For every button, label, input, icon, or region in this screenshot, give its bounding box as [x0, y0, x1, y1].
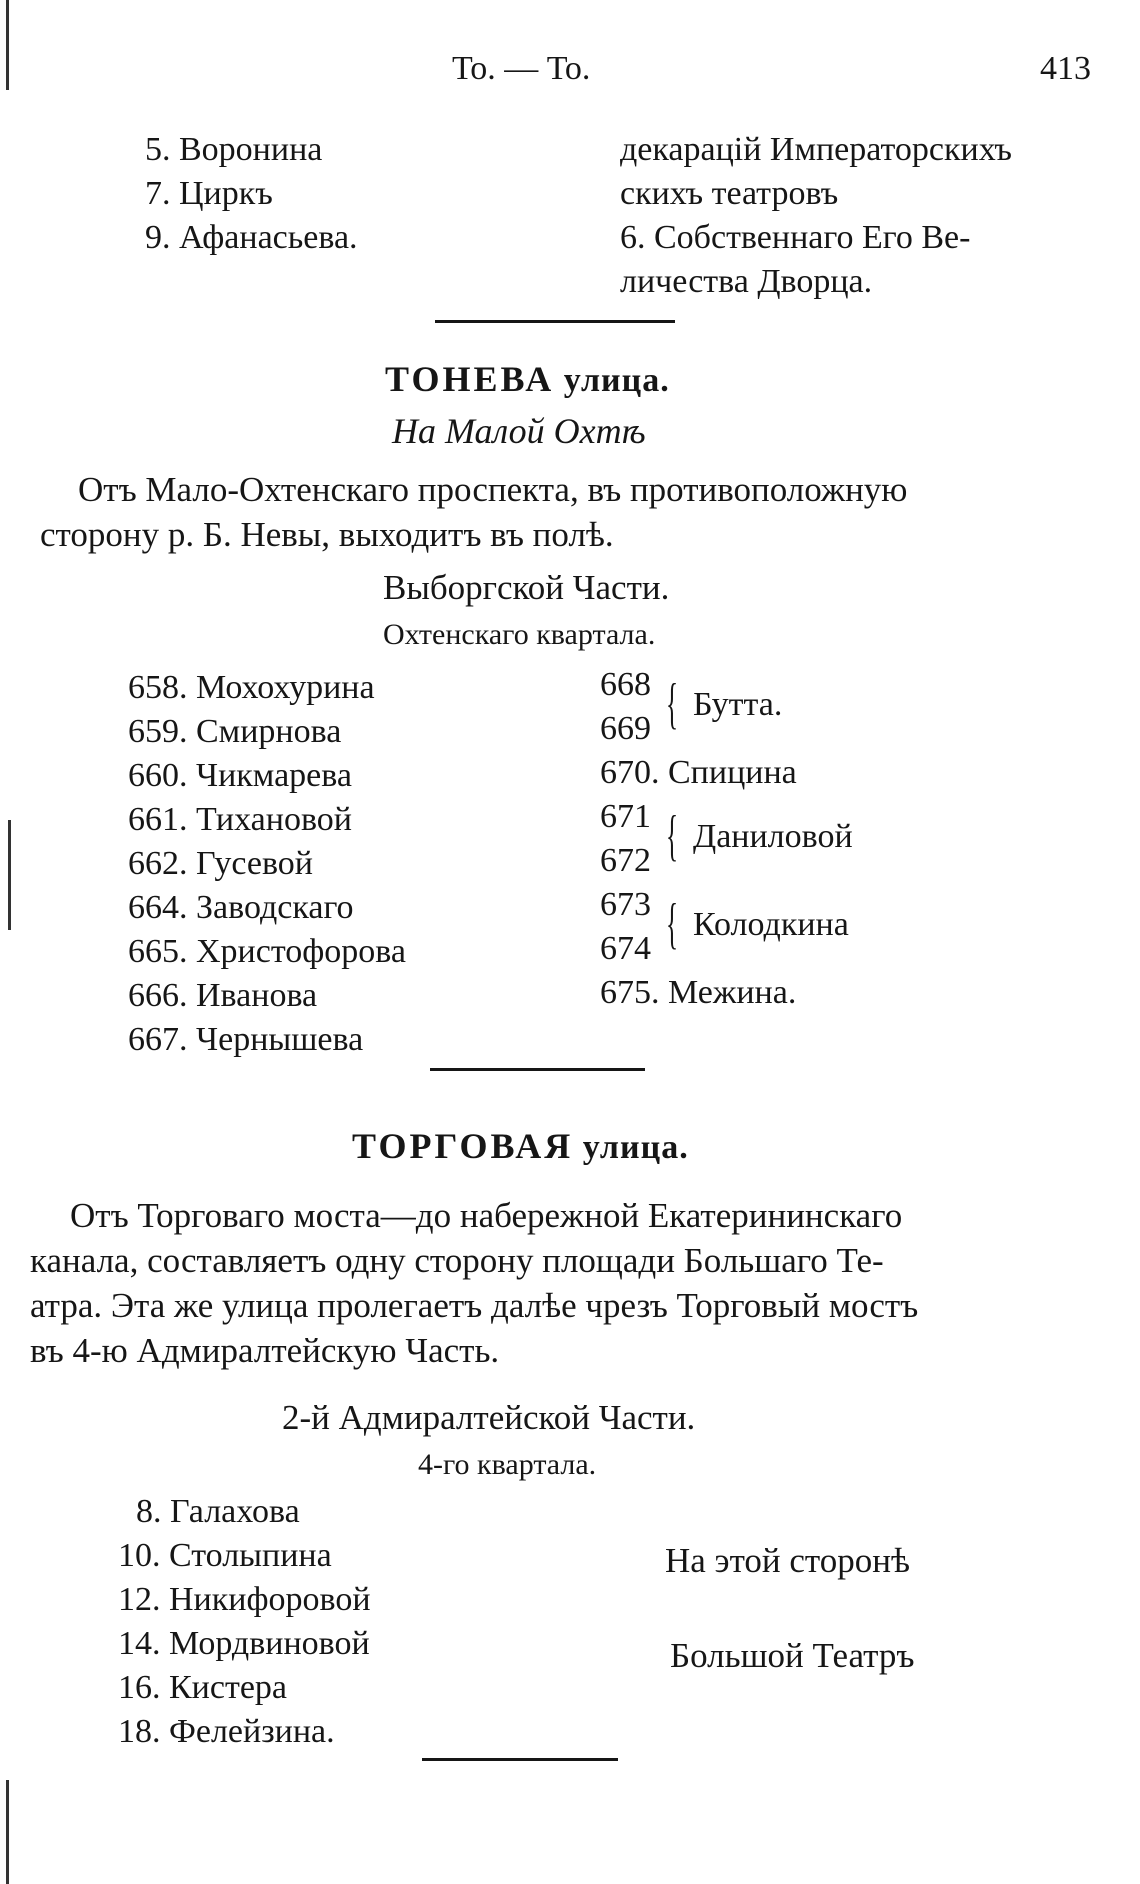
- description-line: канала, составляетъ одну сторону площади Большаго Те-: [30, 1241, 884, 1280]
- house-number: 675.: [600, 974, 660, 1011]
- list-item: 664. Заводскаго: [128, 889, 354, 926]
- scan-edge-mark: [8, 820, 11, 930]
- list-item: 14. Мордвиновой: [118, 1625, 370, 1662]
- description-line: атра. Эта же улица пролегаетъ далѣе чрезъ Торговый мостъ: [30, 1286, 919, 1325]
- list-item: 10. Столыпина: [118, 1537, 332, 1574]
- list-item: 16. Кистера: [118, 1669, 288, 1706]
- street-title-rest: улица.: [563, 362, 670, 399]
- owner-name: Межина.: [668, 974, 797, 1011]
- street-title-caps: ТОРГОВАЯ: [352, 1126, 574, 1166]
- list-item: 9. Афанасьева.: [145, 219, 358, 256]
- scan-edge-mark: [6, 1780, 9, 1884]
- continued-left-list: [145, 128, 358, 260]
- list-item: [600, 974, 796, 1012]
- list-item: 658. Мохохурина: [128, 669, 375, 706]
- owner-name: Спицина: [668, 754, 797, 791]
- owner-name: Бутта.: [693, 686, 783, 723]
- house-number: 671: [600, 798, 651, 835]
- street-title-rest: улица.: [582, 1129, 689, 1166]
- brace-glyph: {: [666, 805, 679, 867]
- side-note: На этой сторонѣ: [665, 1541, 910, 1580]
- street-title: [385, 358, 670, 400]
- street-title-caps: ТОНЕВА: [385, 359, 555, 399]
- owner-name: Колодкина: [693, 906, 849, 943]
- district-heading: 2-й Адмиралтейской Части.: [282, 1398, 696, 1437]
- list-item: 18. Фелейзина.: [118, 1713, 335, 1750]
- torgovaya-left-list: [118, 1490, 371, 1754]
- description-line: въ 4-ю Адмиралтейскую Часть.: [30, 1331, 500, 1370]
- house-number: 673: [600, 886, 651, 923]
- bracketed-group: [600, 666, 860, 754]
- scan-edge-mark: [6, 0, 9, 90]
- page-number: 413: [1040, 50, 1091, 87]
- list-item: 665. Христофорова: [128, 933, 406, 970]
- list-item: 662. Гусевой: [128, 845, 313, 882]
- list-item: 667. Чернышева: [128, 1021, 364, 1058]
- list-item: [600, 754, 797, 792]
- list-item: 661. Тихановой: [128, 801, 352, 838]
- list-item: 666. Иванова: [128, 977, 318, 1014]
- list-item: декарацій Императорскихъ: [620, 131, 1012, 168]
- brace-glyph: {: [666, 893, 679, 955]
- description-line: Отъ Мало-Охтенскаго проспекта, въ противоположную: [78, 470, 908, 509]
- street-description: [30, 1193, 918, 1373]
- owner-name: Даниловой: [693, 818, 853, 855]
- house-number: 674: [600, 930, 651, 967]
- district-heading: Выборгской Части.: [383, 568, 670, 607]
- list-item: 660. Чикмарева: [128, 757, 352, 794]
- tonev-left-list: [128, 666, 406, 1062]
- list-item: 659. Смирнова: [128, 713, 342, 750]
- house-number: 672: [600, 842, 651, 879]
- list-item: скихъ театровъ: [620, 175, 839, 212]
- quarter-heading: 4-го квартала.: [418, 1448, 597, 1481]
- section-divider: [422, 1758, 618, 1761]
- house-number: 669: [600, 710, 651, 747]
- bracketed-group: [600, 798, 900, 886]
- list-item: 8. Галахова: [136, 1493, 300, 1530]
- section-divider: [435, 320, 675, 323]
- description-line: сторону р. Б. Невы, выходитъ въ полѣ.: [40, 515, 614, 554]
- quarter-heading: Охтенскаго квартала.: [383, 618, 656, 651]
- running-title: То. — То.: [452, 50, 591, 87]
- list-item: 6. Собственнаго Его Ве-: [620, 219, 971, 256]
- house-number: 668: [600, 666, 651, 703]
- street-location: На Малой Охтѣ: [392, 411, 646, 451]
- side-note: Большой Театръ: [670, 1636, 915, 1675]
- street-description: [40, 467, 907, 557]
- bracketed-group: [600, 886, 900, 974]
- street-title: [352, 1125, 689, 1167]
- description-line: Отъ Торговаго моста—до набережной Екатерининскаго: [70, 1196, 903, 1235]
- continued-right-list: [620, 128, 1012, 304]
- house-number: 670.: [600, 754, 660, 791]
- list-item: 12. Никифоровой: [118, 1581, 371, 1618]
- brace-glyph: {: [666, 673, 679, 735]
- list-item: личества Дворца.: [620, 263, 873, 300]
- list-item: 5. Воронина: [145, 131, 323, 168]
- section-divider: [430, 1068, 645, 1071]
- list-item: 7. Циркъ: [145, 175, 273, 212]
